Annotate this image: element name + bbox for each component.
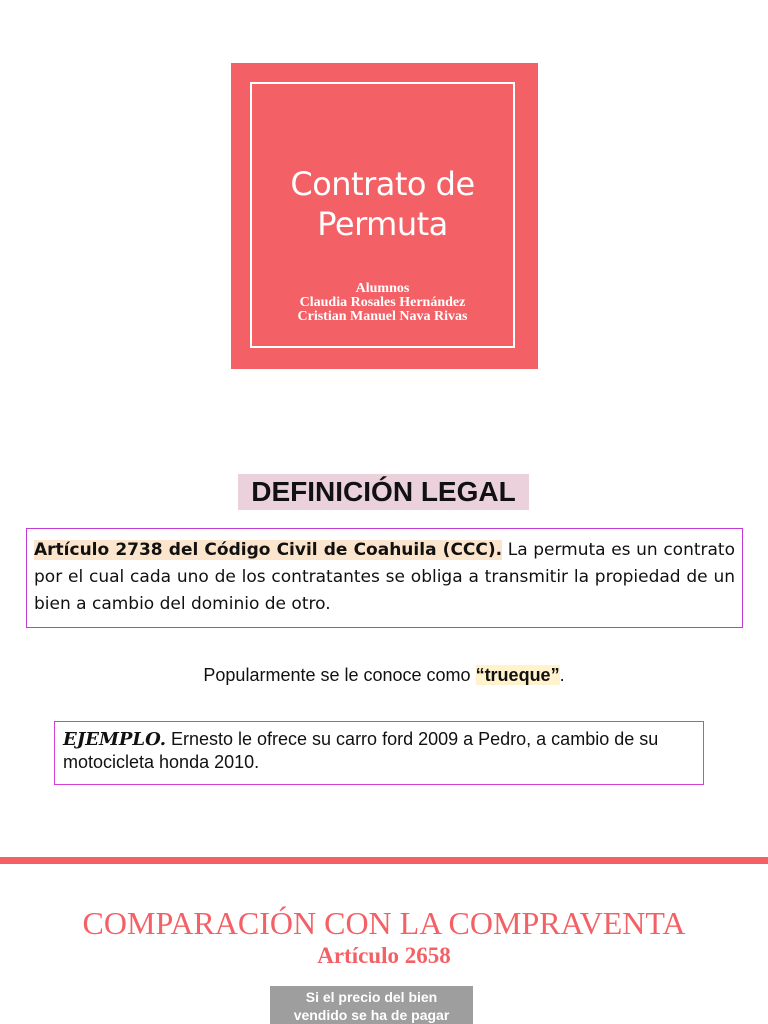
example-label: EJEMPLO. bbox=[63, 729, 166, 750]
document-title bbox=[290, 164, 474, 244]
popular-term: “trueque” bbox=[475, 665, 560, 685]
comparison-subtitle: Artículo 2658 bbox=[317, 943, 451, 968]
title-line-1: Contrato de bbox=[290, 165, 475, 203]
section-divider bbox=[0, 857, 768, 864]
example-box bbox=[54, 721, 704, 785]
section-heading-legal-definition: DEFINICIÓN LEGAL bbox=[238, 474, 529, 510]
comparison-box-line-2: vendido se ha de pagar bbox=[293, 1007, 450, 1023]
popular-prefix: Popularmente se le conoce como bbox=[203, 665, 476, 685]
authors-label: Alumnos bbox=[355, 281, 410, 296]
comparison-title: COMPARACIÓN CON LA COMPRAVENTA bbox=[82, 905, 686, 941]
comparison-box bbox=[270, 986, 473, 1024]
title-line-2: Permuta bbox=[317, 205, 448, 243]
popular-name-line bbox=[0, 662, 768, 688]
author-2: Cristian Manuel Nava Rivas bbox=[297, 309, 468, 324]
title-frame bbox=[250, 82, 515, 348]
comparison-box-line-1: Si el precio del bien bbox=[305, 989, 438, 1005]
definition-box bbox=[26, 528, 743, 628]
authors-block bbox=[298, 282, 468, 324]
popular-suffix: . bbox=[559, 665, 565, 685]
definition-text: La permuta es un contrato por el cual cada uno de los contratantes se obliga a transmitir la propiedad de un bien a cambio del dominio de otro. bbox=[34, 540, 735, 614]
title-card bbox=[231, 63, 538, 369]
example-text: Ernesto le ofrece su carro ford 2009 a Pedro, a cambio de su motocicleta honda 2010. bbox=[63, 729, 659, 772]
article-reference: Artículo 2738 del Código Civil de Coahuila (CCC). bbox=[34, 540, 503, 560]
author-1: Claudia Rosales Hernández bbox=[299, 295, 466, 310]
